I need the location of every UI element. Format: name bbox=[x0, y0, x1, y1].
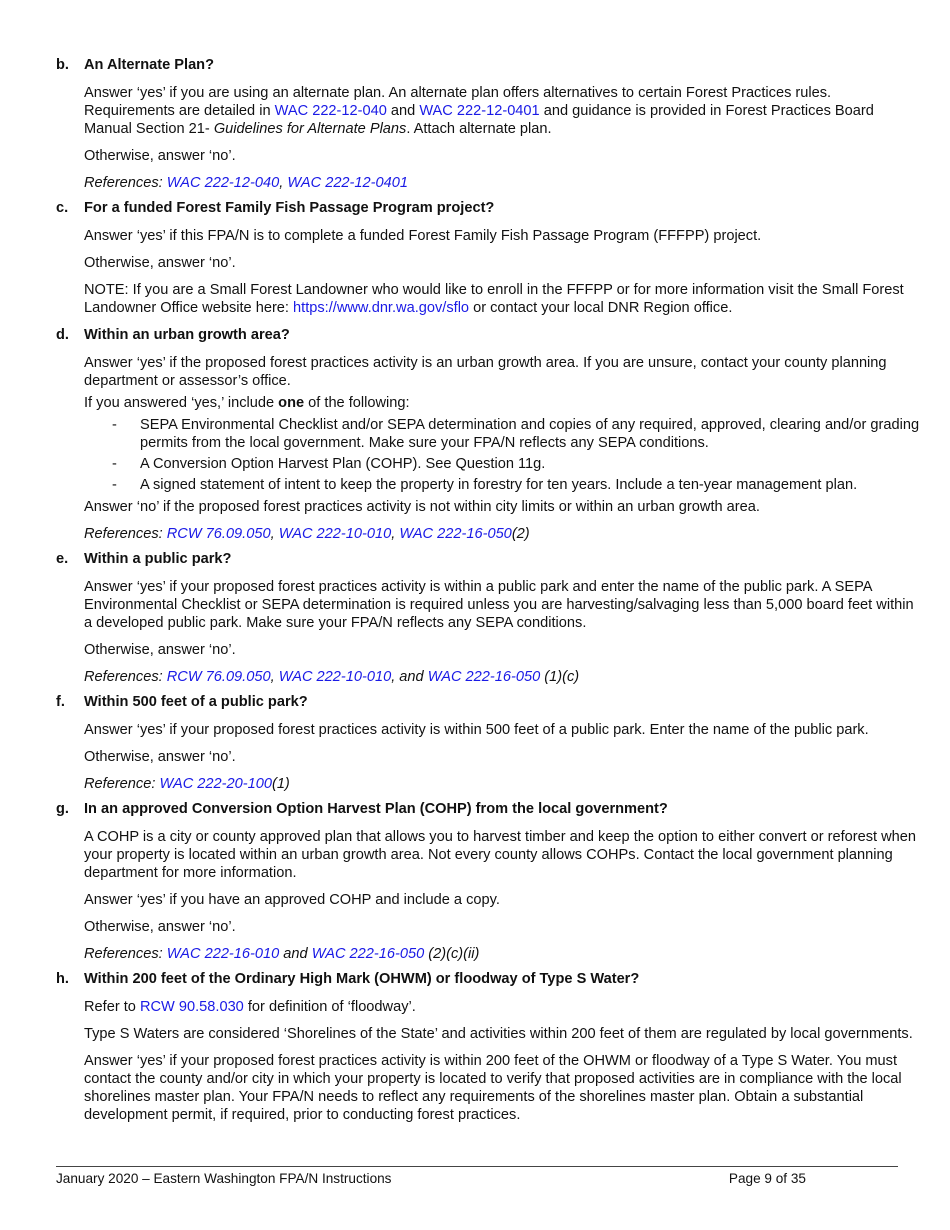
reference-link[interactable]: WAC 222-16-050 bbox=[399, 526, 512, 542]
paragraph: Otherwise, answer ‘no’. bbox=[84, 642, 236, 658]
wac-222-12-0401-link[interactable]: WAC 222-12-0401 bbox=[419, 103, 540, 119]
section-h bbox=[56, 970, 922, 1124]
section-letter: e. bbox=[56, 551, 69, 567]
section-c bbox=[56, 199, 922, 317]
paragraph: Answer ‘yes’ if this FPA/N is to complete a funded Forest Family Fish Passage Program (FFFPP) project. bbox=[84, 228, 762, 244]
paragraph: If you answered ‘yes,’ include one of the following: bbox=[84, 395, 410, 411]
reference-link[interactable]: WAC 222-16-050 bbox=[311, 946, 425, 962]
references: References: RCW 76.09.050, WAC 222-10-010, WAC 222-16-050(2) bbox=[84, 526, 530, 542]
paragraph: Answer ‘yes’ if your proposed forest practices activity is within 500 feet of a public park. Enter the name of the public park. bbox=[84, 722, 869, 738]
reference-link[interactable]: WAC 222-10-010 bbox=[278, 526, 392, 542]
paragraph: Otherwise, answer ‘no’. bbox=[84, 749, 236, 765]
document-page bbox=[56, 56, 922, 1133]
note-paragraph: NOTE: If you are a Small Forest Landowner who would like to enroll in the FFFPP or for more information visit the Small Forest Landowner Office website here: https://www.dnr.wa.gov/sflo or contact your local DNR Region office. bbox=[84, 282, 904, 316]
paragraph: Answer ‘yes’ if your proposed forest practices activity is within 200 feet of the OHWM or floodway of a Type S Water. You must contact the county and/or city in which your property is located to verify that proposed activities are in compliance with the local shorelines master plan. Your FPA/N needs to reflect any requirements of the shorelines master plan. Obtain a substantial development permit, if required, prior to conducting forest practices. bbox=[84, 1053, 902, 1123]
list-item: - SEPA Environmental Checklist and/or SEPA determination and copies of any required, approved, clearing and/or grading permits from the local government. Make sure your FPA/N reflects any SEPA conditions. bbox=[112, 416, 922, 452]
section-letter: d. bbox=[56, 327, 69, 343]
requirement-list bbox=[84, 416, 922, 494]
section-d-heading bbox=[56, 326, 922, 344]
page-footer bbox=[56, 1166, 898, 1188]
section-title: Within 500 feet of a public park? bbox=[84, 694, 308, 710]
footer-document-title: January 2020 – Eastern Washington FPA/N Instructions bbox=[56, 1171, 392, 1186]
list-item: - A signed statement of intent to keep the property in forestry for ten years. Include a ten-year management plan. bbox=[112, 476, 922, 494]
section-f-heading bbox=[56, 693, 922, 711]
reference-link[interactable]: RCW 76.09.050 bbox=[166, 526, 271, 542]
reference-link[interactable]: WAC 222-16-010 bbox=[166, 946, 280, 962]
section-e bbox=[56, 550, 922, 686]
section-h-heading bbox=[56, 970, 922, 988]
section-title: In an approved Conversion Option Harvest Plan (COHP) from the local government? bbox=[84, 801, 668, 817]
paragraph: Answer ‘yes’ if you are using an alternate plan. An alternate plan offers alternatives to certain Forest Practices rules. Requirements are detailed in WAC 222-12-040 and WAC 222-12-0401 and guidance is provided in Forest Practices Board Manual Section 21- Guidelines for Alternate Plans. Attach alternate plan. bbox=[84, 85, 874, 137]
section-b-heading bbox=[56, 56, 922, 74]
rcw-90-58-030-link[interactable]: RCW 90.58.030 bbox=[139, 999, 244, 1015]
paragraph: Otherwise, answer ‘no’. bbox=[84, 255, 236, 271]
references: Reference: WAC 222-20-100(1) bbox=[84, 776, 290, 792]
references: References: WAC 222-12-040, WAC 222-12-0401 bbox=[84, 175, 408, 191]
paragraph: Answer ‘no’ if the proposed forest practices activity is not within city limits or within an urban growth area. bbox=[84, 499, 760, 515]
reference-link[interactable]: WAC 222-20-100 bbox=[159, 776, 272, 792]
paragraph: Answer ‘yes’ if your proposed forest practices activity is within a public park and enter the name of the public park. A SEPA Environmental Checklist or SEPA determination is required unless you are harvesting/salvaging less than 5,000 board feet within a developed public park. Make sure your FPA/N reflects any SEPA conditions. bbox=[84, 579, 914, 631]
section-letter: h. bbox=[56, 971, 69, 987]
section-f bbox=[56, 693, 922, 793]
section-g-heading bbox=[56, 800, 922, 818]
section-letter: f. bbox=[56, 694, 65, 710]
reference-link[interactable]: WAC 222-10-010 bbox=[278, 669, 392, 685]
reference-link[interactable]: WAC 222-12-040 bbox=[166, 175, 280, 191]
section-title: For a funded Forest Family Fish Passage Program project? bbox=[84, 200, 495, 216]
paragraph: A COHP is a city or county approved plan that allows you to harvest timber and keep the option to either convert or reforest when your property is located within an urban growth area. Not every county allows COHPs. Contact the local government planning department for more information. bbox=[84, 829, 917, 881]
wac-222-12-040-link[interactable]: WAC 222-12-040 bbox=[274, 103, 387, 119]
references: References: RCW 76.09.050, WAC 222-10-010, and WAC 222-16-050 (1)(c) bbox=[84, 669, 580, 685]
section-c-heading bbox=[56, 199, 922, 217]
paragraph: Answer ‘yes’ if you have an approved COHP and include a copy. bbox=[84, 892, 500, 908]
reference-link[interactable]: WAC 222-12-0401 bbox=[287, 175, 408, 191]
section-letter: b. bbox=[56, 57, 69, 73]
section-letter: c. bbox=[56, 200, 69, 216]
section-g bbox=[56, 800, 922, 963]
section-d bbox=[56, 326, 922, 543]
list-item: - A Conversion Option Harvest Plan (COHP). See Question 11g. bbox=[112, 455, 922, 473]
paragraph: Answer ‘yes’ if the proposed forest practices activity is an urban growth area. If you are unsure, contact your county planning department or assessor’s office. bbox=[84, 355, 887, 389]
reference-link[interactable]: WAC 222-16-050 bbox=[427, 669, 541, 685]
references: References: WAC 222-16-010 and WAC 222-16-050 (2)(c)(ii) bbox=[84, 946, 480, 962]
section-title: An Alternate Plan? bbox=[84, 57, 215, 73]
paragraph: Type S Waters are considered ‘Shorelines of the State’ and activities within 200 feet of them are regulated by local governments. bbox=[84, 1026, 913, 1042]
paragraph: Otherwise, answer ‘no’. bbox=[84, 919, 236, 935]
paragraph: Otherwise, answer ‘no’. bbox=[84, 148, 236, 164]
footer-page-number: Page 9 of 35 bbox=[728, 1171, 806, 1186]
section-e-heading bbox=[56, 550, 922, 568]
section-b bbox=[56, 56, 922, 192]
section-title: Within an urban growth area? bbox=[84, 327, 290, 343]
paragraph: Refer to RCW 90.58.030 for definition of ‘floodway’. bbox=[84, 999, 416, 1015]
section-letter: g. bbox=[56, 801, 69, 817]
sflo-website-link[interactable]: https://www.dnr.wa.gov/sflo bbox=[293, 300, 470, 316]
section-title: Within 200 feet of the Ordinary High Mark (OHWM) or floodway of Type S Water? bbox=[84, 971, 640, 987]
section-title: Within a public park? bbox=[84, 551, 232, 567]
reference-link[interactable]: RCW 76.09.050 bbox=[166, 669, 271, 685]
